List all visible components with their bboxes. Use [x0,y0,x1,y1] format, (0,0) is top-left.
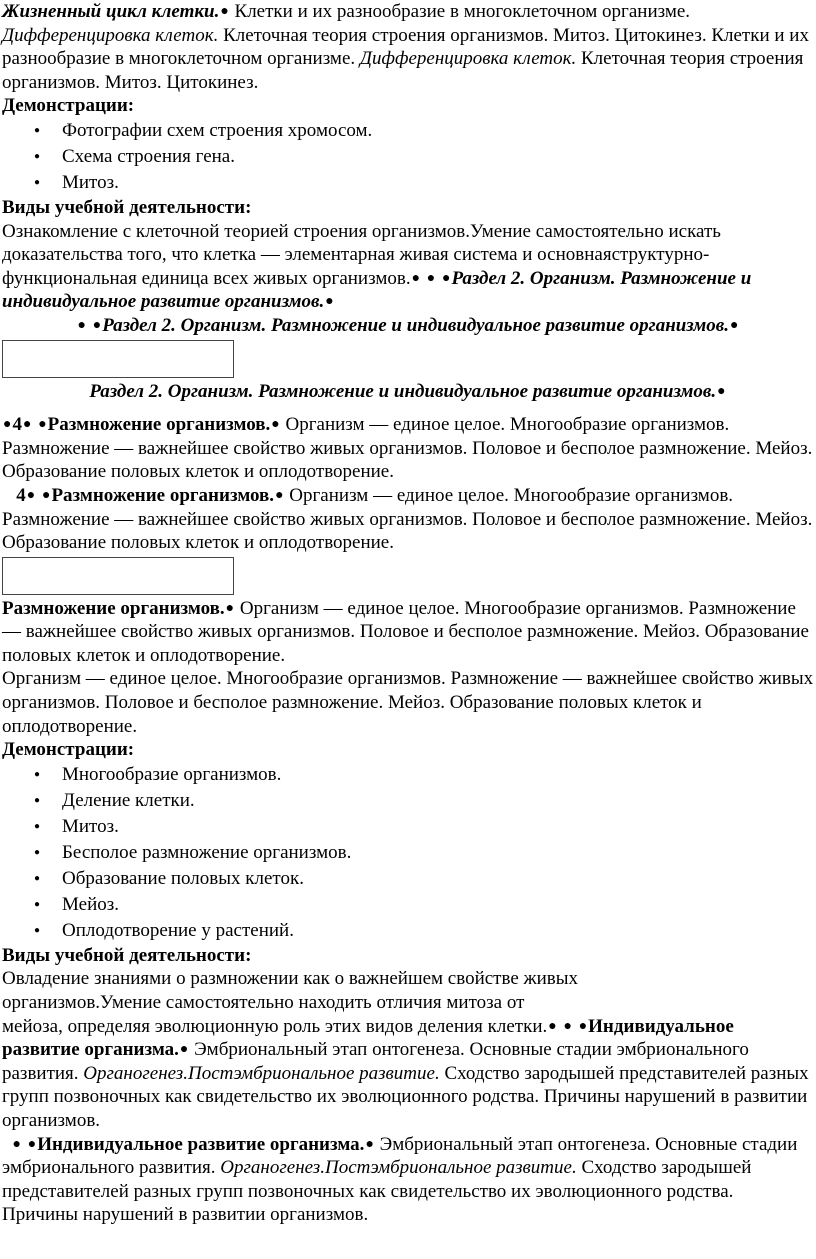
reproduction-paragraph-2 [2,484,814,555]
demonstrations-list-2 [2,762,814,944]
bullet-dot-icon: ● [578,1018,588,1034]
activities-text-2: мейоза, определяя эволюционную роль этих видов деления клетки. [2,1015,548,1037]
bullet-dot-icon: ● [38,417,47,433]
bullet-dot-icon: ● [41,487,51,503]
bullet-dot-icon: ● [325,294,334,310]
individual-development-italic: Органогенез.Постэмбриональное развитие. [83,1062,440,1084]
list-item: ● Фотографии схем строения хромосом. [34,118,814,144]
demonstrations-list-1 [2,118,814,196]
list-item: ● Многообразие организмов. [34,762,814,788]
bullet-dot-icon: ● [22,417,32,433]
bullet-dot-icon: ● [442,270,451,286]
activities-text-1: Ознакомление с клеточной теорией строения организмов.Умение самостоятельно искать доказательства того, что клетка — элементарная живая система и основнаяструктурно-функциональная единица всех живых организмов. [2,220,721,289]
reproduction-text: Организм — единое целое. Многообразие организмов. Размножение — важнейшее свойство живых организмов. Половое и бесполое размножение. Мейоз. Образование половых клеток и оплодотворение. [2,597,809,666]
bullet-dot-icon: ● [275,487,284,503]
individual-development-title: Индивидуальное развитие организма. [37,1133,365,1155]
individual-development-paragraph-2 [2,1133,814,1227]
reproduction-text: Организм — единое целое. Многообразие организмов. Размножение — важнейшее свойство живых организмов. Половое и бесполое размножение. Мейоз. Образование половых клеток и оплодотворение. [2,484,813,554]
individual-development-text-2: Сходство зародышей представителей разных групп позвоночных как свидетельство их эволюционного родства. Причины нарушений в развитии организмов. [2,1062,809,1131]
bullet-dot-icon: ● [563,1018,572,1034]
cell-cycle-italic-2: Дифференцировка клеток. [359,48,577,70]
cell-cycle-italic-1: Дифференцировка клеток. [2,24,219,46]
reproduction-title: Размножение организмов. [47,414,271,436]
demonstrations-heading-1: Демонстрации: [2,95,135,117]
bullet-dot-icon: ● [730,317,739,333]
reproduction-paragraph-4: Организм — единое целое. Многообразие организмов. Размножение — важнейшее свойство живых организмов. Половое и бесполое размножение. Мейоз. Образование половых клеток и оплодотворение. [2,668,814,737]
bullet-dot-icon: ● [179,1042,189,1058]
list-item: ● Образование половых клеток. [34,866,814,892]
reproduction-number: 4 [16,484,26,506]
activities-heading-1: Виды учебной деятельности: [2,196,252,218]
empty-box [2,340,234,378]
individual-development-text-2: Сходство зародышей представителей разных групп позвоночных как свидетельство их эволюционного родства. Причины нарушений в развитии организмов. [2,1157,752,1226]
list-item: ● Оплодотворение у растений. [34,918,814,944]
bullet-dot-icon: ● [411,270,421,286]
bullet-dot-icon: ● [426,270,436,286]
section-2-heading [2,380,814,404]
individual-development-paragraph-1 [2,1038,814,1132]
bullet-dot-icon: ● [271,417,280,433]
reproduction-paragraph-1 [2,413,814,484]
bullet-dot-icon: ● [27,1136,37,1152]
section-2-title: Раздел 2. Организм. Размножение и индивидуальное развитие организмов. [89,380,717,402]
section-2-heading-repeat [2,314,814,338]
bullet-dot-icon: ● [77,317,86,333]
list-item: ● Бесполое размножение организмов. [34,840,814,866]
bullet-dot-icon: ● [26,487,36,503]
activities-paragraph-1 [2,220,814,314]
section-2-title-repeat: Раздел 2. Организм. Размножение и индивидуальное развитие организмов. [102,314,729,336]
activities-line-1: Овладение знаниями о размножении как о важнейшем свойстве живых [2,968,579,990]
demonstrations-heading-2: Демонстрации: [2,739,135,761]
empty-box [2,557,234,595]
bullet-dot-icon: ● [548,1018,557,1034]
cell-cycle-text-2: Клеточная теория строения организмов. Митоз. Цитокинез. Клетки и их разнообразие в многоклеточном организме. [2,24,809,70]
cell-cycle-text-3: Клеточная теория строения организмов. Митоз. Цитокинез. [2,48,804,93]
bullet-dot-icon: ● [92,317,102,333]
individual-development-text-1: Эмбриональный этап онтогенеза. Основные стадии эмбрионального развития. [2,1133,798,1179]
section-2-inline-title: Раздел 2. Организм. Размножение и индивидуальное развитие организмов. [2,267,752,313]
activities-line-3 [2,1015,814,1039]
cell-cycle-title: Жизненный цикл клетки. [2,1,220,22]
bullet-dot-icon: ● [717,383,726,399]
reproduction-title: Размножение организмов. [51,484,275,506]
individual-development-title-part-1: Индивидуальное [588,1015,734,1037]
bullet-dot-icon: ● [12,1136,21,1152]
reproduction-paragraph-3 [2,597,814,668]
reproduction-title: Размножение организмов. [2,597,225,619]
list-item: ● Деление клетки. [34,788,814,814]
bullet-dot-icon: ● [225,600,235,616]
reproduction-text: Организм — единое целое. Многообразие организмов. Размножение — важнейшее свойство живых организмов. Половое и бесполое размножение. Мейоз. Образование половых клеток и оплодотворение. [2,414,813,483]
cell-cycle-text-1: Клетки и их разнообразие в многоклеточном организме. [229,1,691,22]
activities-line-2: организмов.Умение самостоятельно находить отличия митоза от [2,992,525,1014]
bullet-dot-icon: ● [365,1136,374,1152]
bullet-dot-icon: ● [220,4,229,19]
list-item: ● Митоз. [34,814,814,840]
bullet-dot-icon: ● [3,417,12,433]
list-item: ● Мейоз. [34,892,814,918]
individual-development-title-part-2: развитие организма. [2,1039,179,1061]
reproduction-number: 4 [12,414,22,436]
individual-development-text-1: Эмбриональный этап онтогенеза. Основные стадии эмбрионального развития. [2,1039,749,1084]
list-item: ● Схема строения гена. [34,144,814,170]
individual-development-italic: Органогенез.Постэмбриональное развитие. [220,1157,577,1179]
list-item: ● Митоз. [34,170,814,196]
activities-heading-2: Виды учебной деятельности: [2,944,252,966]
cell-cycle-paragraph [2,0,814,94]
